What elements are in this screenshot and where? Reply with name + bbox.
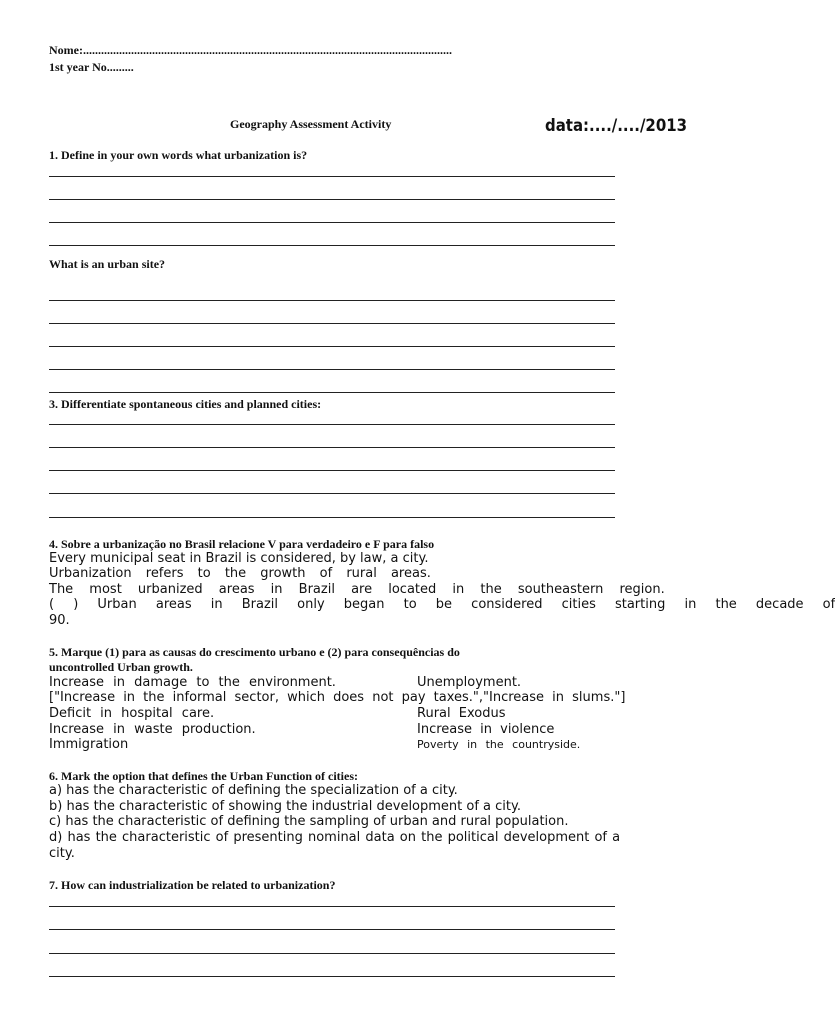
statement-text: Every municipal seat in Brazil is considered, by law, a city. [49, 551, 429, 566]
statement-item [49, 551, 540, 566]
statement-item: The most urbanized areas in Brazil are located in the southeastern region. [49, 582, 665, 597]
question-6-prompt: 6. Mark the option that defines the Urban Function of cities: [49, 769, 358, 783]
option-d: d) has the characteristic of presenting nominal data on the political development of a [49, 830, 621, 845]
option-d-continued: city. [49, 846, 75, 861]
year-field-line: 1st year No......... [49, 60, 134, 74]
cause-consequence-item: ["Increase in the informal sector, which does not pay taxes.","Increase in slums."] [49, 690, 626, 705]
date-field: data:..../..../2013 [545, 116, 688, 136]
cause-consequence-item: Poverty in the countryside. [417, 738, 581, 751]
answer-line[interactable] [49, 300, 615, 301]
option-b: b) has the characteristic of showing the industrial development of a city. [49, 799, 521, 814]
cause-consequence-item: Unemployment. [417, 675, 522, 690]
answer-line[interactable] [49, 929, 615, 930]
cause-consequence-item: Immigration [49, 737, 129, 752]
answer-line[interactable] [49, 470, 615, 471]
cause-consequence-item: Rural Exodus [417, 706, 506, 721]
answer-line[interactable] [49, 346, 615, 347]
name-field-line: Nome:........................................................................................................................... [49, 43, 452, 57]
answer-line[interactable] [49, 447, 615, 448]
answer-line[interactable] [49, 369, 615, 370]
answer-line[interactable] [49, 323, 615, 324]
question-7-prompt: 7. How can industrialization be related to urbanization? [49, 878, 336, 892]
question-1-prompt: 1. Define in your own words what urbanization is? [49, 148, 308, 162]
answer-line[interactable] [49, 906, 615, 907]
page-title: Geography Assessment Activity [230, 117, 392, 131]
cause-consequence-item: Increase in waste production. [49, 722, 256, 737]
answer-line[interactable] [49, 493, 615, 494]
answer-line[interactable] [49, 392, 615, 393]
answer-line[interactable] [49, 222, 615, 223]
statement-item-continued: 90. [49, 613, 70, 628]
question-5-prompt-continued: uncontrolled Urban growth. [49, 660, 193, 674]
option-a: a) has the characteristic of defining the specialization of a city. [49, 783, 458, 798]
option-c: c) has the characteristic of defining the sampling of urban and rural population. [49, 814, 569, 829]
answer-line[interactable] [49, 245, 615, 246]
answer-line[interactable] [49, 176, 615, 177]
question-3-prompt: 3. Differentiate spontaneous cities and planned cities: [49, 397, 322, 411]
question-4-prompt: 4. Sobre a urbanização no Brasil relacione V para verdadeiro e F para falso [49, 537, 435, 551]
cause-consequence-item: Deficit in hospital care. [49, 706, 215, 721]
answer-line[interactable] [49, 976, 615, 977]
statement-item: Urbanization refers to the growth of rural areas. [49, 566, 431, 581]
answer-line[interactable] [49, 953, 615, 954]
cause-consequence-item: Increase in damage to the environment. [49, 675, 336, 690]
cause-consequence-item: Increase in violence [417, 722, 555, 737]
answer-line[interactable] [49, 199, 615, 200]
statement-item: ( ) Urban areas in Brazil only began to be considered cities starting in the decade of [49, 597, 835, 612]
answer-line[interactable] [49, 424, 615, 425]
question-5-prompt: 5. Marque (1) para as causas do crescimento urbano e (2) para consequências do [49, 645, 460, 659]
answer-line[interactable] [49, 517, 615, 518]
question-2-prompt: What is an urban site? [49, 257, 166, 271]
